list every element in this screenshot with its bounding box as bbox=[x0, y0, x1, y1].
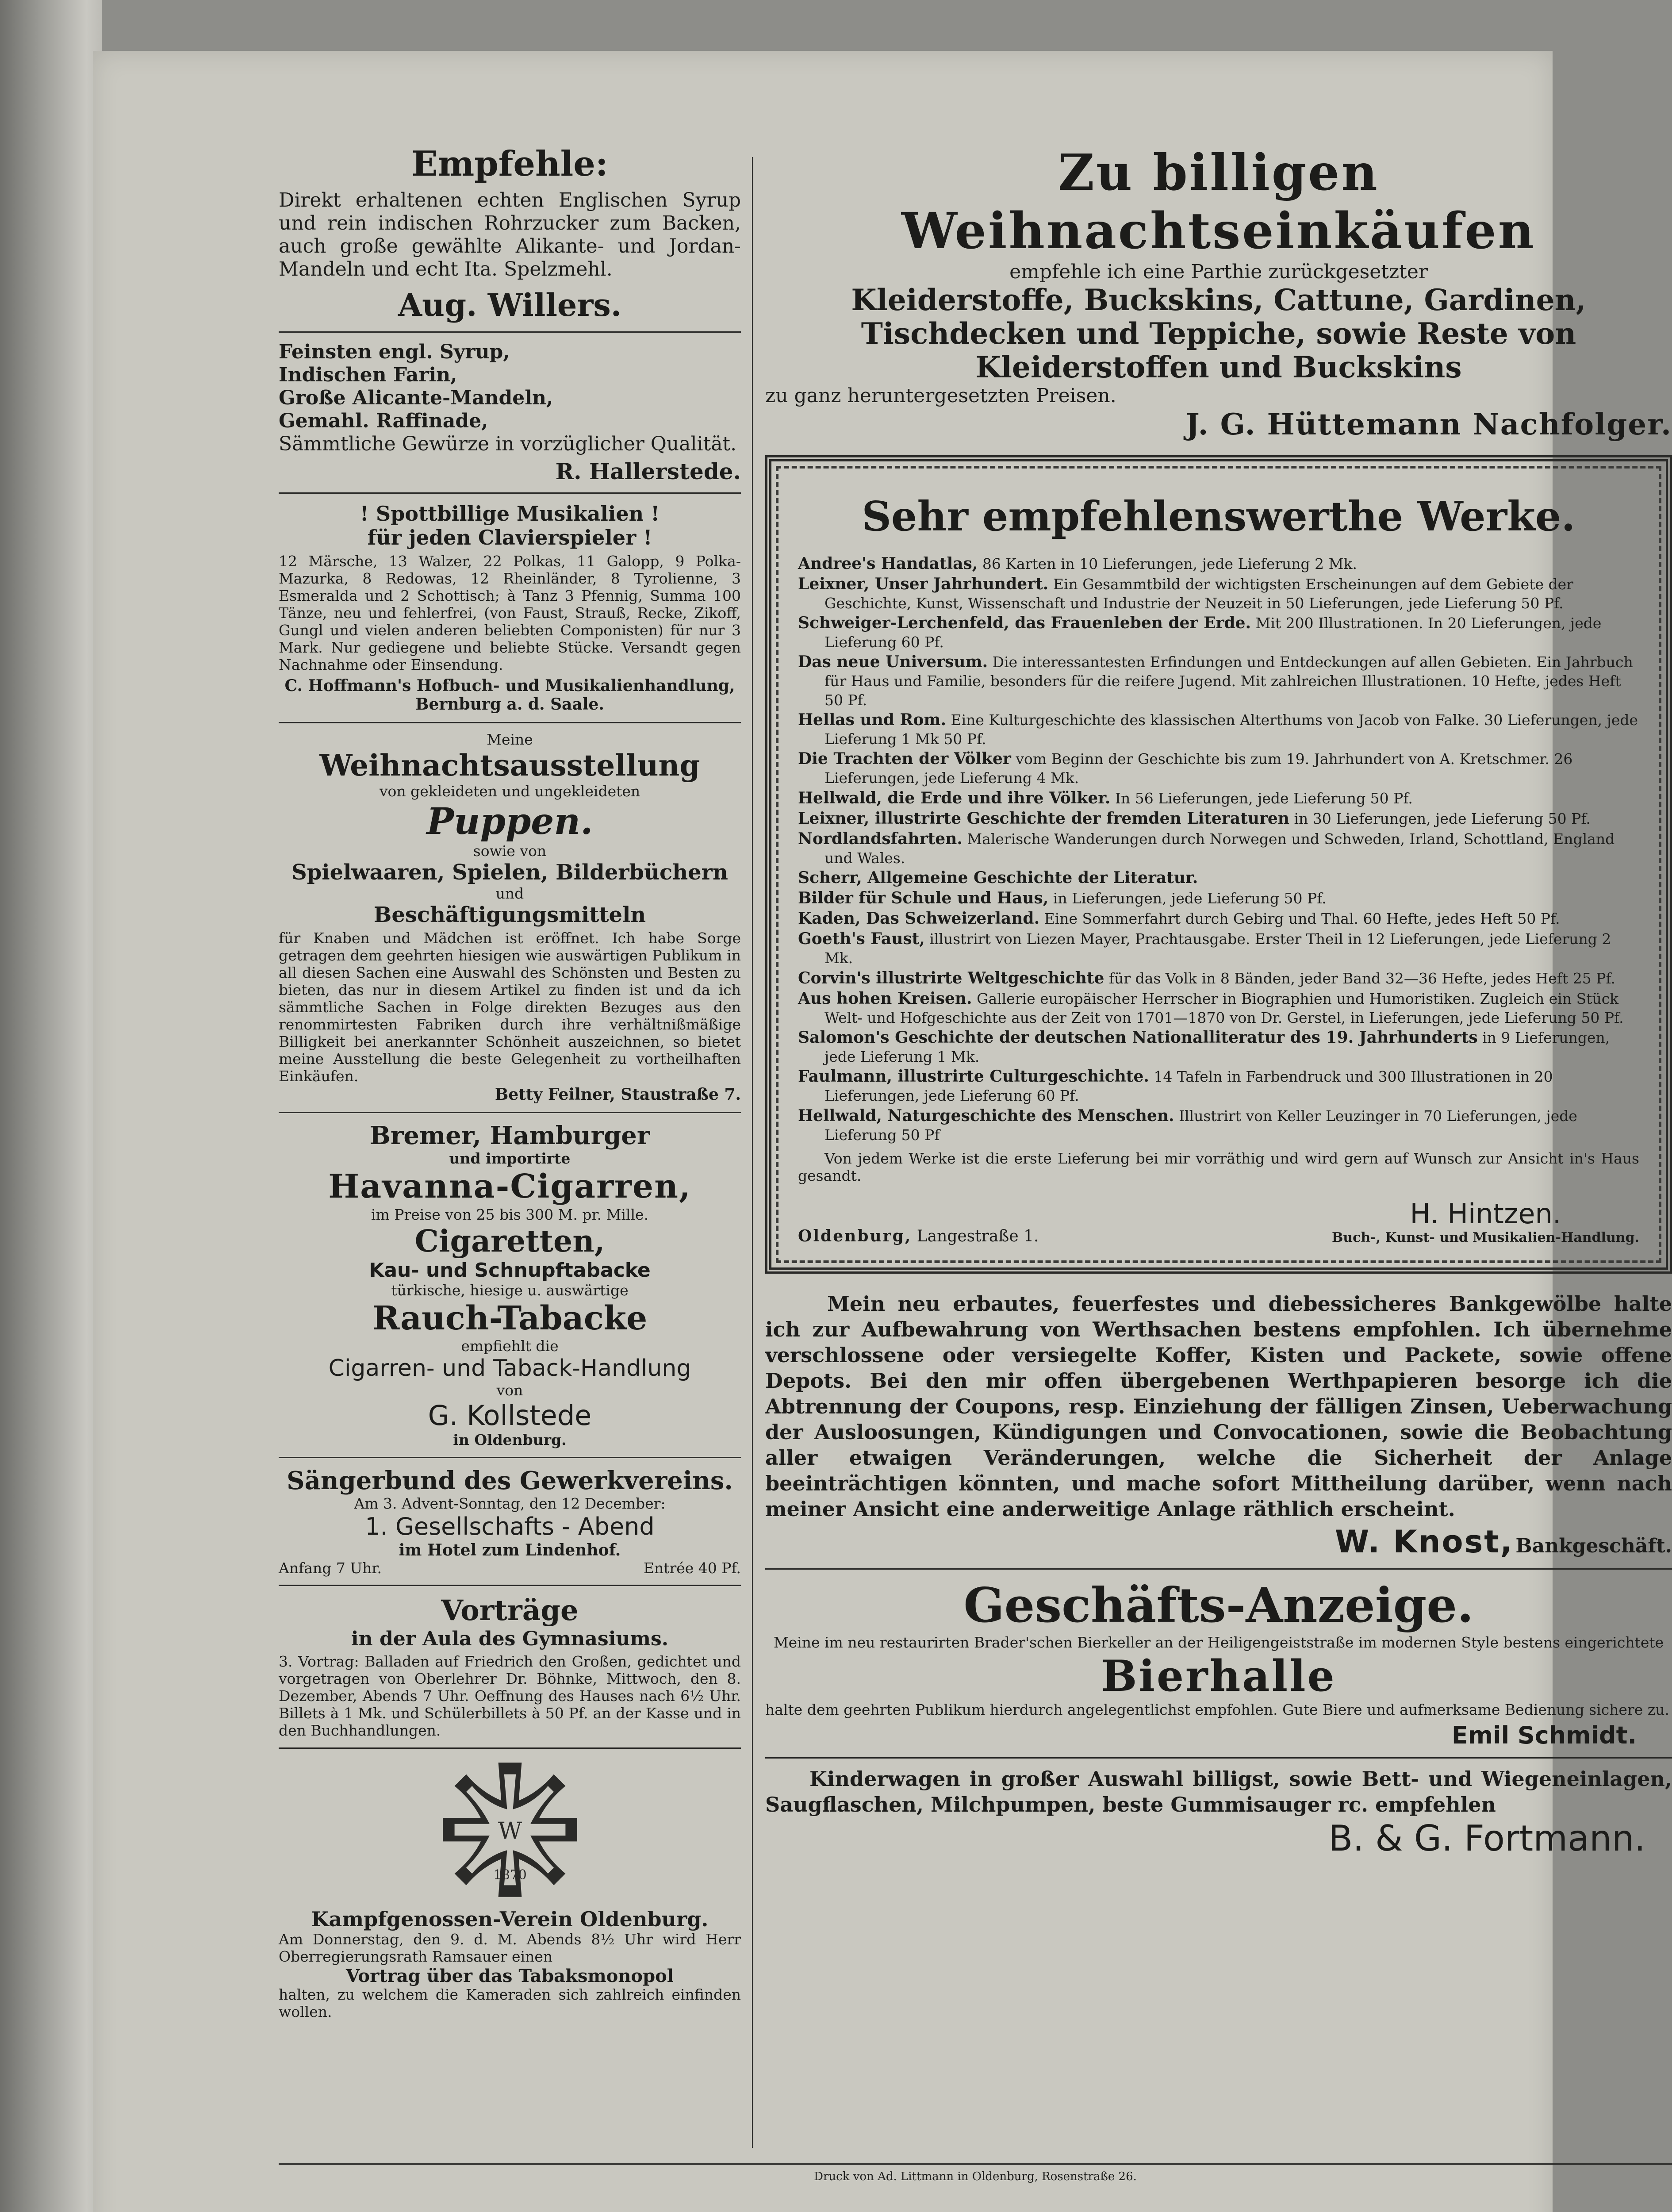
list-item: Hellas und Rom. Eine Kulturgeschichte des klassischen Alterthums von Jacob von Falke. 30 Lieferungen, jede Lieferung 1 Mk 50 Pf. bbox=[798, 710, 1638, 748]
ad-huettemann-bold: Kleiderstoffe, Buckskins, Cattune, Gardinen, Tischdecken und Teppiche, sowie Reste von Kleiderstoffen und Buckskins bbox=[851, 283, 1586, 384]
ad-kampfgenossen-text1: Am Donnerstag, den 9. d. M. Abends 8½ Uhr wird Herr Oberregierungsrath Ramsauer einen bbox=[279, 1930, 741, 1965]
ad-saengerbund-l3: im Hotel zum Lindenhof. bbox=[399, 1541, 621, 1560]
ad-kollstede-l13: in Oldenburg. bbox=[453, 1431, 567, 1449]
ad-schmidt-text: Meine im neu restaurirten Brader'schen Bierkeller an der Heiligengeiststraße im modernen Style bestens eingerichtete bbox=[773, 1633, 1664, 1651]
ad-hallerstede-signature: R. Hallerstede. bbox=[555, 458, 741, 484]
list-item: Kaden, Das Schweizerland. Eine Sommerfahrt durch Gebirg und Thal. 60 Hefte, jedes Heft 50 Pf. bbox=[798, 909, 1560, 928]
list-item: Goeth's Faust, illustrirt von Liezen Mayer, Prachtausgabe. Erster Theil in 12 Lieferungen, jede Lieferung 2 Mk. bbox=[798, 929, 1611, 967]
iron-cross-icon bbox=[437, 1757, 583, 1903]
ad-hallerstede-line: Gemahl. Raffinade, bbox=[279, 409, 488, 432]
list-item: Scherr, Allgemeine Geschichte der Literatur. bbox=[798, 868, 1198, 887]
footer-rule bbox=[279, 2163, 1672, 2165]
list-item: Corvin's illustrirte Weltgeschichte für das Volk in 8 Bänden, jeder Band 32—36 Hefte, jedes Heft 25 Pf. bbox=[798, 968, 1616, 987]
ad-hintzen-shop: Buch-, Kunst- und Musikalien-Handlung. bbox=[1332, 1229, 1639, 1245]
list-item: Nordlandsfahrten. Malerische Wanderungen durch Norwegen und Schweden, Irland, Schottland, England und Wales. bbox=[798, 829, 1615, 867]
ad-kollstede bbox=[279, 1121, 741, 1449]
list-item: Leixner, Unser Jahrhundert. Ein Gesammtbild der wichtigsten Erscheinungen auf dem Gebiete der Geschichte, Kunst, Wissenschaft und Industrie der Neuzeit in 50 Lieferungen, jede Lieferung 50 Pf. bbox=[798, 574, 1573, 612]
ad-saengerbund-anfang: Anfang 7 Uhr. bbox=[279, 1559, 382, 1577]
divider bbox=[279, 1747, 741, 1749]
left-column bbox=[279, 144, 741, 2161]
ad-feilner-line3: Beschäftigungsmitteln bbox=[373, 902, 646, 927]
ad-hintzen-signature-block bbox=[1332, 1198, 1639, 1245]
ad-huettemann-title: Zu billigen Weihnachtseinkäufen bbox=[901, 144, 1536, 261]
ad-hintzen-signature: H. Hintzen. bbox=[1410, 1197, 1561, 1230]
ad-kollstede-l7: türkische, hiesige u. auswärtige bbox=[391, 1281, 629, 1299]
ad-kollstede-l2: und importirte bbox=[449, 1150, 571, 1167]
list-item: Andree's Handatlas, 86 Karten in 10 Lieferungen, jede Lieferung 2 Mk. bbox=[798, 554, 1357, 573]
ad-schmidt-signature: Emil Schmidt. bbox=[1451, 1721, 1637, 1749]
ad-kollstede-l6: Kau- und Schnupftabacke bbox=[369, 1259, 651, 1282]
list-item: Hellwald, die Erde und ihre Völker. In 56 Lieferungen, jede Lieferung 50 Pf. bbox=[798, 788, 1413, 807]
ad-hintzen-frame bbox=[765, 455, 1672, 1274]
ad-musikalien-title: ! Spottbillige Musikalien ! bbox=[360, 501, 660, 526]
page-content bbox=[279, 144, 1672, 2212]
divider bbox=[279, 1457, 741, 1458]
ad-saengerbund-title: Sängerbund des Gewerkvereins. bbox=[287, 1466, 733, 1496]
ad-musikalien-text: 12 Märsche, 13 Walzer, 22 Polkas, 11 Galopp, 9 Polka-Mazurka, 8 Redowas, 12 Rheinländer, 8 Tyrolienne, 3 Esmeralda und 2 Schottisch; à Tanz 3 Pfennig, Summa 100 Tänze, neu und fehlerfrei, (von Faust, Strauß, Recke, Zikoff, Gungl und vielen anderen beliebten Componisten) für nur 3 Mark. Nur gediegene und beliebte Stücke. Versandt gegen Nachnahme oder Einsendung. bbox=[279, 553, 741, 673]
printer-footer: Druck von Ad. Littmann in Oldenburg, Rosenstraße 26. bbox=[814, 2170, 1137, 2183]
list-item: Bilder für Schule und Haus, in Lieferungen, jede Lieferung 50 Pf. bbox=[798, 889, 1327, 908]
ad-hallerstede-line: Große Alicante-Mandeln, bbox=[279, 387, 553, 410]
ad-hallerstede-line: Indischen Farin, bbox=[279, 364, 457, 387]
list-item: Die Trachten der Völker vom Beginn der Geschichte bis zum 19. Jahrhundert von A. Kretschmer. 26 Lieferungen, jede Lieferung 4 Mk. bbox=[798, 749, 1573, 787]
ad-kampfgenossen-title: Kampfgenossen-Verein Oldenburg. bbox=[311, 1907, 709, 1931]
iron-cross-year: 1870 bbox=[493, 1867, 527, 1883]
ad-schmidt bbox=[765, 1578, 1672, 1749]
ad-kampfgenossen-text2: halten, zu welchem die Kameraden sich zahlreich einfinden wollen. bbox=[279, 1985, 741, 2020]
ad-feilner-und: und bbox=[495, 884, 524, 902]
list-item: Salomon's Geschichte der deutschen Nationalliteratur des 19. Jahrhunderts in 9 Lieferungen, jede Lieferung 1 Mk. bbox=[798, 1028, 1610, 1066]
ad-vortraege-title: Vorträge bbox=[441, 1594, 579, 1628]
list-item: Leixner, illustrirte Geschichte der fremden Literaturen in 30 Lieferungen, jede Lieferung 50 Pf. bbox=[798, 809, 1591, 828]
ad-knost-text: Mein neu erbautes, feuerfestes und diebessicheres Bankgewölbe halte ich zur Aufbewahrung von Werthsachen bestens empfohlen. Ich übernehme verschlossene oder versiegelte Koffer, Kisten und Packete, sowie offene Depots. Bei den mir offen übergebenen Werthpapieren besorge ich die Abtrennung der Coupons, resp. Einziehung der fälligen Zinsen, Ueberwachung der Ausloosungen, Kündigungen und Convocationen, sowie die Beobachtung aller etwaigen Veränderungen, welche die Sicherheit der Anlage beeinträchtigen könnten, und mache sofort Mittheilung darüber, wenn nach meiner Ansicht eine anderweitige Anlage räthlich erscheint. bbox=[765, 1291, 1672, 1521]
ad-fortmann bbox=[765, 1767, 1672, 1859]
ad-willers-text: Direkt erhaltenen echten Englischen Syrup und rein indischen Rohrzucker zum Backen, auch große gewählte Alikante- und Jordan-Mandeln und echt Ita. Spelzmehl. bbox=[279, 189, 741, 280]
ad-schmidt-title: Geschäfts-Anzeige. bbox=[963, 1578, 1474, 1634]
divider bbox=[279, 1585, 741, 1586]
ad-kampfgenossen bbox=[279, 1757, 741, 2021]
ad-hallerstede bbox=[279, 341, 741, 484]
ad-kollstede-l4: im Preise von 25 bis 300 M. pr. Mille. bbox=[371, 1206, 649, 1223]
ad-kollstede-l9: empfiehlt die bbox=[461, 1337, 559, 1355]
ad-kollstede-l10: Cigarren- und Taback-Handlung bbox=[328, 1355, 691, 1382]
newspaper-page bbox=[93, 51, 1672, 2212]
ad-kollstede-l11: von bbox=[496, 1382, 523, 1399]
ad-hintzen-note: Von jedem Werke ist die erste Lieferung bei mir vorräthig und wird gern auf Wunsch zur Ansicht in's Haus gesandt. bbox=[798, 1149, 1639, 1184]
ad-willers-signature: Aug. Willers. bbox=[398, 286, 622, 323]
ad-hallerstede-line: Sämmtliche Gewürze in vorzüglicher Qualität. bbox=[279, 432, 737, 455]
ad-fortmann-text: Kinderwagen in großer Auswahl billigst, sowie Bett- und Wiegeneinlagen, Saugflaschen, Milchpumpen, beste Gummisauger rc. empfehlen bbox=[765, 1767, 1672, 1817]
ad-feilner-sub: von gekleideten und ungekleideten bbox=[379, 782, 640, 800]
ad-saengerbund-entree: Entrée 40 Pf. bbox=[643, 1559, 741, 1577]
ad-hintzen-signature-row bbox=[798, 1198, 1639, 1245]
right-column bbox=[765, 144, 1672, 2161]
list-item: Schweiger-Lerchenfeld, das Frauenleben der Erde. Mit 200 Illustrationen. In 20 Lieferungen, jede Lieferung 60 Pf. bbox=[798, 614, 1602, 651]
ad-willers-title: Empfehle: bbox=[411, 144, 608, 184]
ad-willers bbox=[279, 144, 741, 323]
ad-kollstede-l1: Bremer, Hamburger bbox=[369, 1121, 650, 1151]
ad-knost-signature-row bbox=[765, 1524, 1672, 1560]
page-edge bbox=[0, 0, 102, 2212]
ad-feilner-signature: Betty Feilner, Staustraße 7. bbox=[495, 1085, 741, 1104]
ad-feilner-big: Puppen. bbox=[426, 800, 593, 843]
list-item: Das neue Universum. Die interessantesten Erfindungen und Entdeckungen auf allen Gebieten. Ein Jahrbuch für Haus und Familie, besonders für die reifere Jugend. Mit zahlreichen Illustrationen. 10 Hefte, jedes Heft 50 Pf. bbox=[798, 653, 1633, 709]
ad-saengerbund-l1: Am 3. Advent-Sonntag, den 12 December: bbox=[354, 1495, 666, 1513]
divider bbox=[279, 1112, 741, 1113]
ad-hintzen-place: Oldenburg, Langestraße 1. bbox=[798, 1226, 1039, 1245]
ad-kollstede-l12: G. Kollstede bbox=[428, 1399, 592, 1432]
ad-feilner bbox=[279, 731, 741, 1104]
ad-musikalien-subtitle: für jeden Clavierspieler ! bbox=[367, 526, 652, 550]
ad-schmidt-big: Bierhalle bbox=[1101, 1651, 1336, 1701]
ad-feilner-text: für Knaben und Mädchen ist eröffnet. Ich habe Sorge getragen dem geehrten hiesigen wie auswärtigen Publikum in all diesen Sachen eine Auswahl des Schönsten und Besten zu bieten, das nur in diesem Artikel zu finden ist und da ich sämmtliche Sachen in Folge direkten Bezuges aus den renommirtesten Fabriken durch ihre verhältnißmäßige Billigkeit bei anerkannter Schönheit auszeichnen, so bietet meine Ausstellung die beste Gelegenheit zu vortheilhaften Einkäufen. bbox=[279, 929, 741, 1085]
works-list bbox=[798, 553, 1639, 1144]
ad-huettemann-signature: J. G. Hüttemann Nachfolger. bbox=[1185, 407, 1672, 442]
ad-saengerbund-row bbox=[279, 1560, 741, 1577]
ad-hallerstede-line: Feinsten engl. Syrup, bbox=[279, 341, 510, 364]
divider bbox=[279, 492, 741, 494]
ad-feilner-line2: Spielwaaren, Spielen, Bilderbüchern bbox=[291, 860, 728, 885]
divider bbox=[765, 1568, 1672, 1570]
ad-musikalien-signature: C. Hoffmann's Hofbuch- und Musikalienhandlung, bbox=[284, 676, 735, 695]
ad-saengerbund bbox=[279, 1466, 741, 1577]
ad-knost-business: Bankgeschäft. bbox=[1515, 1535, 1672, 1558]
list-item: Aus hohen Kreisen. Gallerie europäischer Herrscher in Biographien und Humoristiken. Zugleich ein Stück Welt- und Hofgeschichte aus der Zeit von 1701—1870 von Dr. Gerstel, in Lieferungen, jede Lieferung 50 Pf. bbox=[798, 989, 1624, 1026]
column-divider bbox=[752, 157, 753, 2148]
ad-huettemann-tail: zu ganz heruntergesetzten Preisen. bbox=[765, 384, 1116, 407]
divider bbox=[765, 1757, 1672, 1759]
ad-knost-signature: W. Knost, bbox=[1335, 1524, 1514, 1560]
ad-vortraege-sub: in der Aula des Gymnasiums. bbox=[351, 1627, 669, 1650]
ad-kollstede-l8: Rauch-Tabacke bbox=[372, 1299, 648, 1337]
ad-vortraege bbox=[279, 1594, 741, 1739]
ad-saengerbund-l2: 1. Gesellschafts - Abend bbox=[365, 1513, 655, 1541]
list-item: Hellwald, Naturgeschichte des Menschen. Illustrirt von Keller Leuzinger in 70 Lieferungen, jede Lieferung 50 Pf bbox=[798, 1106, 1577, 1144]
ad-huettemann-sub: empfehle ich eine Parthie zurückgesetzter bbox=[1009, 261, 1428, 284]
ad-musikalien bbox=[279, 502, 741, 714]
ad-feilner-title: Weihnachtsausstellung bbox=[319, 748, 700, 783]
ad-feilner-sowie: sowie von bbox=[473, 842, 547, 860]
ad-feilner-pre: Meine bbox=[487, 730, 533, 748]
ad-fortmann-signature: B. & G. Fortmann. bbox=[1328, 1818, 1645, 1859]
ad-musikalien-place: Bernburg a. d. Saale. bbox=[415, 695, 604, 714]
list-item: Faulmann, illustrirte Culturgeschichte. 14 Tafeln in Farbendruck und 300 Illustrationen in 20 Lieferungen, jede Lieferung 60 Pf. bbox=[798, 1067, 1553, 1105]
ad-knost bbox=[765, 1291, 1672, 1560]
ad-schmidt-text2: halte dem geehrten Publikum hierdurch angelegentlichst empfohlen. Gute Biere und aufmerksame Bedienung sichere zu. bbox=[765, 1701, 1669, 1718]
divider bbox=[279, 331, 741, 333]
ad-kollstede-l3: Havanna-Cigarren, bbox=[328, 1167, 691, 1206]
ad-vortraege-text: 3. Vortrag: Balladen auf Friedrich den Großen, gedichtet und vorgetragen von Oberlehrer Dr. Böhnke, Mittwoch, den 8. Dezember, Abends 7 Uhr. Oeffnung des Hauses nach 6½ Uhr. Billets à 1 Mk. und Schülerbillets à 50 Pf. an der Kasse und in den Buchhandlungen. bbox=[279, 1652, 741, 1739]
iron-cross-letter: W bbox=[498, 1817, 522, 1844]
ad-huettemann bbox=[765, 144, 1672, 442]
ad-kampfgenossen-bold: Vortrag über das Tabaksmonopol bbox=[346, 1965, 674, 1986]
divider bbox=[279, 722, 741, 723]
ad-hintzen-title: Sehr empfehlenswerthe Werke. bbox=[862, 492, 1576, 540]
ad-kollstede-l5: Cigaretten, bbox=[414, 1223, 605, 1259]
